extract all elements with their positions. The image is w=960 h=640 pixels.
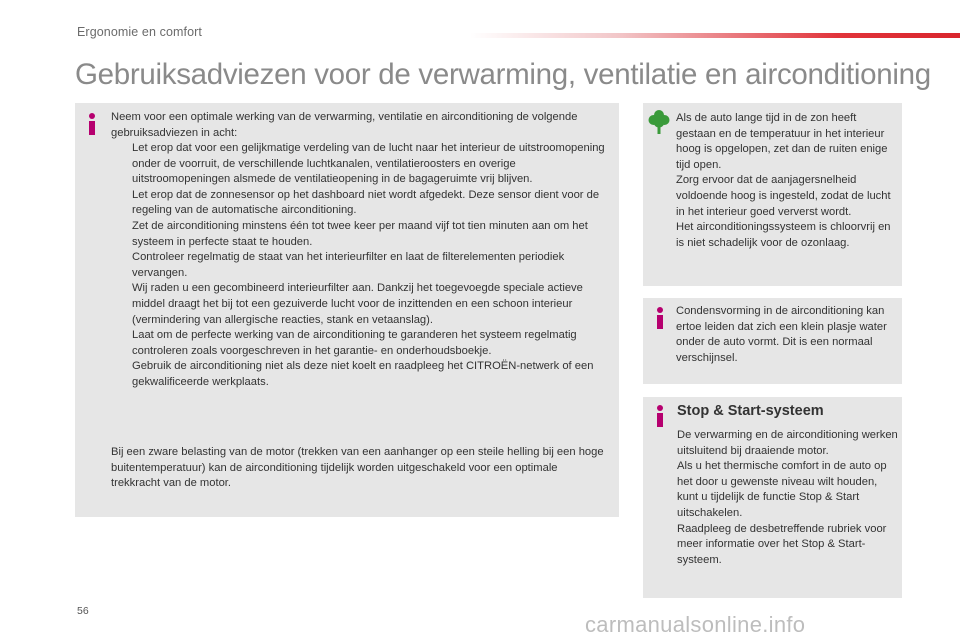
eco-text-2: Zorg ervoor dat de aanjagersnelheid voldoende hoog is ingesteld, zodat de lucht in het interieur goed ververst wordt. <box>676 174 891 218</box>
list-item-text: Controleer regelmatig de staat van het interieurfilter en laat de filterelementen periodiek vervangen. <box>132 251 565 279</box>
list-item-text: Let erop dat de zonnesensor op het dashboard niet wordt afgedekt. Deze sensor dient voor de regeling van de automatische airconditioning. <box>132 188 600 217</box>
page-title: Gebruiksadviezen voor de verwarming, ventilatie en airconditioning <box>75 58 931 91</box>
stop-start-text-2: Als u het thermische comfort in de auto op het door u gewenste niveau wilt houden, kunt u tijdelijk de functie Stop & Start uitschakelen. <box>677 460 887 519</box>
list-item-text: Zet de airconditioning minstens één tot twee keer per maand vijf tot tien minuten aan om het systeem in perfecte staat te houden. <box>132 219 588 248</box>
list-item <box>111 250 616 328</box>
advice-closing: Bij een zware belasting van de motor (trekken van een aanhanger op een steile helling bij een hoge buitentemperatuur) kan de airconditioning tijdelijk worden uitgeschakeld voor een optimale trekkracht van de motor. <box>111 446 604 490</box>
condensation-text: Condensvorming in de airconditioning kan ertoe leiden dat zich een klein plasje water onder de auto vormt. Dit is een normaal verschijnsel. <box>676 305 887 364</box>
advice-list <box>111 141 616 391</box>
list-item <box>111 359 616 390</box>
watermark: carmanualsonline.info <box>585 612 806 637</box>
list-item <box>111 219 616 250</box>
page-number: 56 <box>77 605 89 617</box>
info-icon <box>656 405 664 427</box>
list-item-extra: Wij raden u een gecombineerd interieurfilter aan. Dankzij het toegevoegde speciale actieve middel draagt het bij tot een gezuiverde lucht voor de inzittenden en een schoon interieur (vermindering van allergische reacties, stank en vetaanslag). <box>132 282 583 326</box>
list-item <box>111 188 616 219</box>
eco-text <box>676 111 898 251</box>
info-icon <box>88 113 96 135</box>
advice-intro: Neem voor een optimale werking van de verwarming, ventilatie en airconditioning de volgende gebruiksadviezen in acht: <box>111 111 578 139</box>
list-item <box>111 328 616 359</box>
list-item-text: Let erop dat voor een gelijkmatige verdeling van de lucht naar het interieur de uitstroomopening onder de voorruit, de verschillende luchtkanalen, ventilatieroosters en overige uitstroomopeningen alsmede de ventilatieopening in de bagageruimte vrij blijven. <box>132 142 605 186</box>
eco-text-3: Het airconditioningssysteem is chloorvrij en is niet schadelijk voor de ozonlaag. <box>676 221 891 249</box>
stop-start-text <box>677 428 899 568</box>
header-accent-line <box>470 33 960 38</box>
stop-start-title: Stop & Start-systeem <box>677 403 824 419</box>
stop-start-text-3: Raadpleeg de desbetreffende rubriek voor meer informatie over het Stop & Start-systeem. <box>677 522 887 566</box>
list-item-text: Laat om de perfecte werking van de airconditioning te garanderen het systeem regelmatig controleren zoals voorgeschreven in het garantie- en onderhoudsboekje. <box>132 329 577 357</box>
eco-text-1: Als de auto lange tijd in de zon heeft gestaan en de temperatuur in het interieur hoog is opgelopen, zet dan de ruiten enige tijd open. <box>676 112 888 171</box>
section-header: Ergonomie en comfort <box>77 25 202 39</box>
info-icon <box>656 307 664 329</box>
stop-start-text-1: De verwarming en de airconditioning werken uitsluitend bij draaiende motor. <box>677 429 898 457</box>
list-item <box>111 141 616 188</box>
tree-icon <box>648 109 670 135</box>
list-item-text: Gebruik de airconditioning niet als deze niet koelt en raadpleeg het CITROËN-netwerk of een gekwalificeerde werkplaats. <box>132 360 594 388</box>
